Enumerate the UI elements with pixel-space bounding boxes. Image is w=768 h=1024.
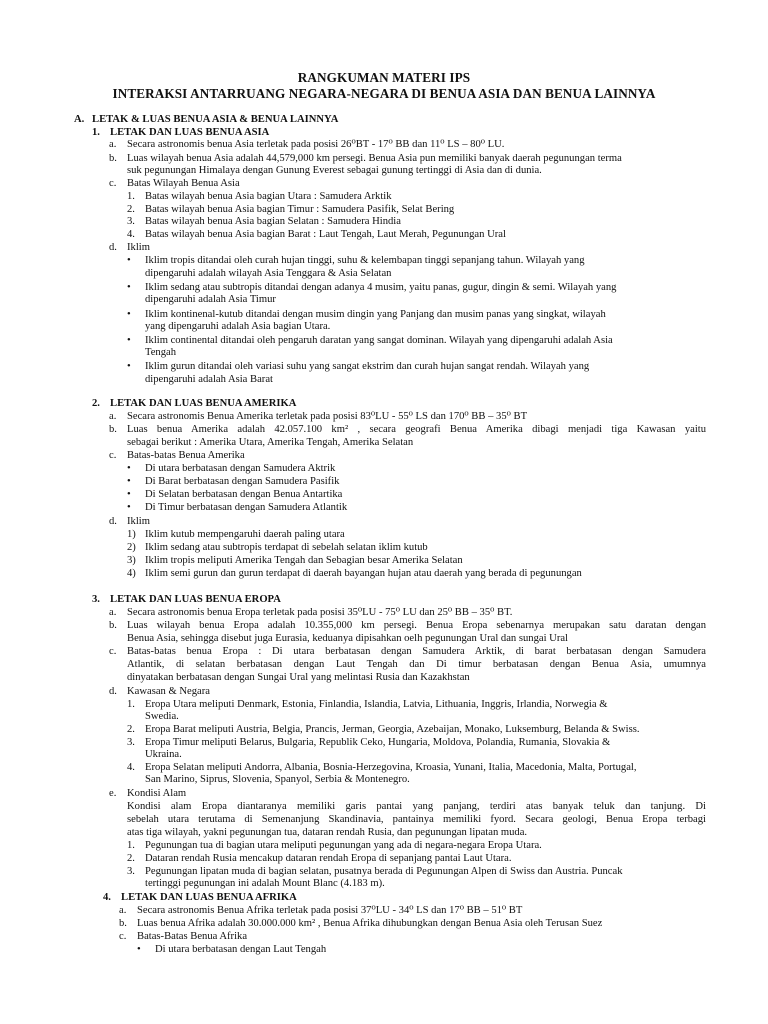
text-line: tertinggi pegunungan ini adalah Mount Blanc (4.183 m). (145, 878, 385, 889)
text-line: Iklim (127, 516, 150, 527)
section-heading: LETAK DAN LUAS BENUA EROPA (110, 594, 281, 605)
text-line: Batas wilayah benua Asia bagian Barat : Laut Tengah, Laut Merah, Pegunungan Ural (145, 229, 506, 240)
text-line: Iklim sedang atau subtropis ditandai dengan adanya 4 musim, yaitu panas, gugur, dingin & semi. Wilayah yang (145, 282, 617, 293)
list-marker: 2. (127, 853, 135, 864)
text-line: Luas wilayah benua Eropa adalah 10.355,000 km persegi. Benua Eropa sebenarnya merupakan satu daratan dengan (127, 620, 706, 631)
list-marker: d. (109, 242, 117, 253)
list-marker: 4. (127, 229, 135, 240)
text-line: suk pegunungan Himalaya dengan Gunung Everest sebagai gunung tertinggi di Asia dan di dunia. (127, 165, 542, 176)
text-line: Eropa Selatan meliputi Andorra, Albania, Bosnia-Herzegovina, Kroasia, Yunani, Italia, Macedonia, Malta, Portugal, (145, 762, 637, 773)
text-line: Iklim (127, 242, 150, 253)
text-line: Batas-batas benua Eropa : Di utara berbatasan dengan Samudera Arktik, di barat berbatasan dengan Samudera (127, 646, 706, 657)
text-line: Kondisi Alam (127, 788, 187, 799)
text-line: Di utara berbatasan dengan Samudera Aktrik (145, 463, 336, 474)
text-line: Iklim kontinenal-kutub ditandai dengan musim dingin yang Panjang dan musim panas yang singkat, wilayah (145, 309, 606, 320)
text-line: Di Timur berbatasan dengan Samudera Atlantik (145, 502, 348, 513)
list-marker: 1. (127, 840, 135, 851)
text-line: Secara astronomis benua Eropa terletak pada posisi 35⁰LU - 75⁰ LU dan 25⁰ BB – 35⁰ BT. (127, 607, 513, 618)
bullet-marker: • (127, 309, 131, 320)
text-line: Iklim kutub mempengaruhi daerah paling utara (145, 529, 345, 540)
list-marker: c. (109, 646, 117, 657)
section-heading: LETAK DAN LUAS BENUA AFRIKA (121, 892, 297, 903)
section-heading: LETAK DAN LUAS BENUA ASIA (110, 127, 270, 138)
text-line: sebelah utara terutama di Semenanjung Skandinavia, pantainya memiliki fyord. Secara geologi, Benua Eropa terbagi (127, 814, 706, 825)
text-line: San Marino, Siprus, Slovenia, Spanyol, Serbia & Montenegro. (145, 774, 410, 785)
text-line: dipengaruhi adalah wilayah Asia Tenggara & Asia Selatan (145, 268, 392, 279)
list-marker: 1. (92, 127, 100, 138)
text-line: Eropa Barat meliputi Austria, Belgia, Prancis, Jerman, Georgia, Azebaijan, Monako, Luksemburg, Belanda & Swiss. (145, 724, 640, 735)
list-marker: a. (109, 607, 117, 618)
text-line: Kondisi alam Eropa diantaranya memiliki garis pantai yang panjang, terdiri atas banyak teluk dan tanjung. Di (127, 801, 706, 812)
list-marker: b. (109, 424, 117, 435)
bullet-marker: • (127, 463, 131, 474)
bullet-marker: • (127, 335, 131, 346)
section-heading: LETAK DAN LUAS BENUA AMERIKA (110, 398, 297, 409)
bullet-marker: • (127, 255, 131, 266)
text-line: Luas benua Afrika adalah 30.000.000 km² , Benua Afrika dihubungkan dengan Benua Asia oleh Terusan Suez (137, 918, 603, 929)
text-line: Iklim gurun ditandai oleh variasi suhu yang sangat ekstrim dan curah hujan sangat rendah. Wilayah yang (145, 361, 590, 372)
text-line: Batas wilayah benua Asia bagian Selatan : Samudera Hindia (145, 216, 401, 227)
bullet-marker: • (127, 361, 131, 372)
text-line: Batas-batas Benua Amerika (127, 450, 245, 461)
list-marker: 2. (127, 724, 135, 735)
text-line: Secara astronomis benua Asia terletak pada posisi 26⁰BT - 17⁰ BB dan 11⁰ LS – 80⁰ LU. (127, 139, 505, 150)
list-marker: 3. (127, 737, 135, 748)
document-title: RANGKUMAN MATERI IPS (297, 70, 471, 85)
list-marker: 3) (127, 555, 136, 566)
text-line: Batas-Batas Benua Afrika (137, 931, 248, 942)
text-line: sebagai berikut : Amerika Utara, Amerika Tengah, Amerika Selatan (127, 437, 414, 448)
list-marker: a. (119, 905, 127, 916)
text-line: Secara astronomis Benua Amerika terletak pada posisi 83⁰LU - 55⁰ LS dan 170⁰ BB – 35⁰ BT (127, 411, 528, 422)
list-marker: 4) (127, 568, 136, 579)
bullet-marker: • (127, 489, 131, 500)
text-line: Iklim tropis meliputi Amerika Tengah dan Sebagian besar Amerika Selatan (145, 555, 463, 566)
text-line: Di utara berbatasan dengan Laut Tengah (155, 944, 327, 955)
list-marker: d. (109, 516, 117, 527)
list-marker: 3. (92, 594, 100, 605)
text-line: Iklim semi gurun dan gurun terdapat di daerah bayangan hujan atau daerah yang berada di pegunungan (145, 568, 582, 579)
section-a-heading: LETAK & LUAS BENUA ASIA & BENUA LAINNYA (92, 114, 339, 125)
text-line: atas tiga wilayah, yakni pegunungan tua, dataran rendah Rusia, dan pegunungan lipatan muda. (127, 827, 528, 838)
list-marker: a. (109, 139, 117, 150)
list-marker: 2. (127, 204, 135, 215)
list-marker: b. (119, 918, 127, 929)
text-line: Pegunungan lipatan muda di bagian selatan, pusatnya berada di Pegunungan Alpen di Swiss dan Austria. Puncak (145, 866, 623, 877)
list-marker: 3. (127, 216, 135, 227)
text-line: Di Selatan berbatasan dengan Benua Antartika (145, 489, 343, 500)
text-line: dipengaruhi adalah Asia Timur (145, 294, 276, 305)
text-line: Iklim sedang atau subtropis terdapat di sebelah selatan iklim kutub (145, 542, 428, 553)
text-line: Batas Wilayah Benua Asia (127, 178, 240, 189)
document-subtitle: INTERAKSI ANTARRUANG NEGARA-NEGARA DI BENUA ASIA DAN BENUA LAINNYA (112, 86, 656, 101)
bullet-marker: • (127, 502, 131, 513)
text-line: Iklim continental ditandai oleh pengaruh daratan yang sangat dominan. Wilayah yang dipengaruhi adalah Asia (145, 335, 613, 346)
list-marker: 3. (127, 866, 135, 877)
list-marker: e. (109, 788, 117, 799)
bullet-marker: • (137, 944, 141, 955)
section-a-marker: A. (74, 114, 85, 125)
text-line: Secara astronomis Benua Afrika terletak pada posisi 37⁰LU - 34⁰ LS dan 17⁰ BB – 51⁰ BT (137, 905, 523, 916)
list-marker: b. (109, 620, 117, 631)
text-line: Kawasan & Negara (127, 686, 210, 697)
list-marker: c. (109, 450, 117, 461)
text-line: Batas wilayah benua Asia bagian Timur : Samudera Pasifik, Selat Bering (145, 204, 455, 215)
text-line: Benua Asia, sehingga disebut juga Eurasia, keduanya dipisahkan oelh pegunungan Ural dan sungai Ural (127, 633, 568, 644)
text-line: Dataran rendah Rusia mencakup dataran rendah Eropa di sepanjang pantai Laut Utara. (145, 853, 512, 864)
list-marker: 1. (127, 191, 135, 202)
text-line: Eropa Utara meliputi Denmark, Estonia, Finlandia, Islandia, Latvia, Lithuania, Inggris, Irlandia, Norwegia & (145, 699, 608, 710)
list-marker: c. (119, 931, 127, 942)
text-line: Pegunungan tua di bagian utara meliputi pegunungan yang ada di negara-negara Eropa Utara. (145, 840, 542, 851)
list-marker: c. (109, 178, 117, 189)
bullet-marker: • (127, 282, 131, 293)
list-marker: a. (109, 411, 117, 422)
list-marker: 2. (92, 398, 100, 409)
list-marker: 1) (127, 529, 136, 540)
text-line: Batas wilayah benua Asia bagian Utara : Samudera Arktik (145, 191, 392, 202)
text-line: dipengaruhi adalah Asia Barat (145, 374, 273, 385)
list-marker: 4. (103, 892, 111, 903)
list-marker: 4. (127, 762, 135, 773)
text-line: Tengah (145, 347, 177, 358)
list-marker: 1. (127, 699, 135, 710)
text-line: Luas wilayah benua Asia adalah 44,579,000 km persegi. Benua Asia pun memiliki banyak daerah pegunungan terma (127, 153, 622, 164)
text-line: Luas benua Amerika adalah 42.057.100 km² , secara geografi Benua Amerika dibagi menjadi tiga Kawasan yaitu (127, 424, 706, 435)
list-marker: 2) (127, 542, 136, 553)
list-marker: b. (109, 153, 117, 164)
text-line: Ukraina. (145, 749, 182, 760)
list-marker: d. (109, 686, 117, 697)
text-line: yang dipengaruhi adalah Asia bagian Utara. (145, 321, 331, 332)
bullet-marker: • (127, 476, 131, 487)
text-line: dinyatakan berbatasan dengan Sungai Ural yang melintasi Rusia dan Kazakhstan (127, 672, 470, 683)
text-line: Eropa Timur meliputi Belarus, Bulgaria, Republik Ceko, Hungaria, Moldova, Polandia, Rumania, Slovakia & (145, 737, 611, 748)
text-line: Iklim tropis ditandai oleh curah hujan tinggi, suhu & kelembapan tinggi sepanjang tahun. Wilayah yang (145, 255, 585, 266)
text-line: Di Barat berbatasan dengan Samudera Pasifik (145, 476, 340, 487)
text-line: Swedia. (145, 711, 179, 722)
text-line: Atlantik, di selatan berbatasan dengan Laut Tengah dan Di timur berbatasan dengan Benua Asia, umumnya (127, 659, 706, 670)
